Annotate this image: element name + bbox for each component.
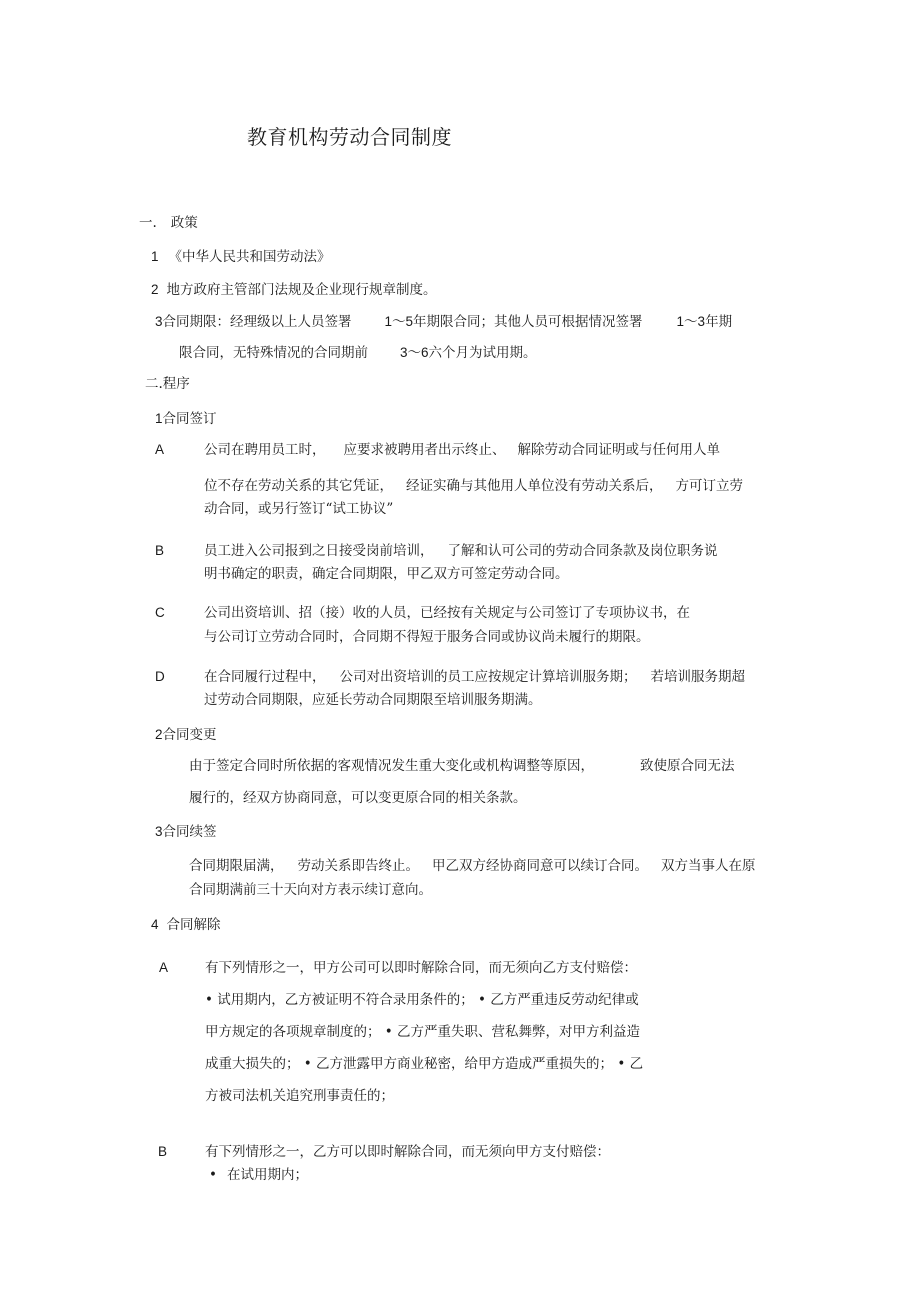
terminate-a-line-4: 成重大损失的； • 乙方泄露甲方商业秘密，给甲方造成严重损失的； • 乙 <box>205 1056 644 1072</box>
page-title: 教育机构劳动合同制度 <box>247 125 452 149</box>
sign-a-line-2: 位不存在劳动关系的其它凭证， 经证实确与其他用人单位没有劳动关系后， 方可订立劳 <box>204 478 743 494</box>
policy-item-2 <box>151 281 437 299</box>
section-number: 二. <box>145 376 163 392</box>
item-letter-d: D <box>155 669 165 684</box>
terminate-a-line-1: 有下列情形之一，甲方公司可以即时解除合同，而无须向乙方支付赔偿： <box>205 960 637 976</box>
policy-item-1 <box>151 248 331 266</box>
sign-d-line-2: 过劳动合同期限，应延长劳动合同期限至培训服务期满。 <box>204 692 542 708</box>
sign-b-line-1: 员工进入公司报到之日接受岗前培训， 了解和认可公司的劳动合同条款及岗位职务说 <box>204 543 718 559</box>
terminate-b-line-2: • 在试用期内； <box>209 1167 308 1183</box>
item-letter-a: A <box>159 960 169 975</box>
subsection-heading-change: 2合同变更 <box>155 727 217 743</box>
sign-c-line-2: 与公司订立劳动合同时，合同期不得短于服务合同或协议尚未履行的期限。 <box>204 629 650 645</box>
renew-line-2: 合同期满前三十天向对方表示续订意向。 <box>189 882 432 898</box>
terminate-a-line-3: 甲方规定的各项规章制度的； • 乙方严重失职、营私舞弊，对甲方利益造 <box>205 1024 641 1040</box>
policy-item-3-line-1: 3合同期限：经理级以上人员签署 1～5年期限合同；其他人员可根据情况签署 1～3年期 <box>155 314 733 330</box>
terminate-b-line-1: 有下列情形之一，乙方可以即时解除合同，而无须向甲方支付赔偿： <box>205 1144 610 1160</box>
policy-item-3-line-2: 限合同，无特殊情况的合同期前 3～6六个月为试用期。 <box>179 345 537 361</box>
sign-c-line-1: 公司出资培训、招（接）收的人员，已经按有关规定与公司签订了专项协议书，在 <box>204 605 690 621</box>
renew-line-1: 合同期限届满， 劳动关系即告终止。 甲乙双方经协商同意可以续订合同。 双方当事人在原 <box>189 858 756 874</box>
item-number: 3 <box>155 314 163 329</box>
sign-b-line-2: 明书确定的职责，确定合同期限，甲乙双方可签定劳动合同。 <box>204 566 569 582</box>
section-heading-policy <box>139 214 198 232</box>
subsection-heading-renew: 3合同续签 <box>155 824 217 840</box>
sign-a-line-1: 公司在聘用员工时， 应要求被聘用者出示终止、 解除劳动合同证明或与任何用人单 <box>204 442 720 458</box>
section-title: 政策 <box>170 215 198 231</box>
item-text: 地方政府主管部门法规及企业现行规章制度。 <box>166 282 437 298</box>
sign-a-line-3: 动合同，或另行签订“试工协议” <box>204 501 394 517</box>
item-number: 2 <box>151 282 159 297</box>
item-letter-b: B <box>155 543 165 558</box>
change-line-1: 由于签定合同时所依据的客观情况发生重大变化或机构调整等原因， 致使原合同无法 <box>189 758 735 774</box>
bullet: • <box>209 1167 217 1183</box>
item-text: 《中华人民共和国劳动法》 <box>168 249 331 265</box>
terminate-a-line-2: • 试用期内，乙方被证明不符合录用条件的； • 乙方严重违反劳动纪律或 <box>205 992 639 1008</box>
subsection-heading-sign: 1合同签订 <box>155 411 217 427</box>
item-letter-b: B <box>158 1144 168 1159</box>
change-line-2: 履行的，经双方协商同意，可以变更原合同的相关条款。 <box>189 790 527 806</box>
item-letter-a: A <box>155 442 165 457</box>
section-heading-procedure <box>145 375 190 393</box>
item-number: 1 <box>151 249 159 264</box>
sign-d-line-1: 在合同履行过程中， 公司对出资培训的员工应按规定计算培训服务期； 若培训服务期超 <box>204 669 745 685</box>
subsection-heading-terminate: 4 合同解除 <box>151 917 221 933</box>
item-letter-c: C <box>155 605 165 620</box>
terminate-a-line-5: 方被司法机关追究刑事责任的； <box>205 1088 394 1104</box>
section-title: 程序 <box>162 376 190 392</box>
section-number: 一. <box>139 215 157 231</box>
